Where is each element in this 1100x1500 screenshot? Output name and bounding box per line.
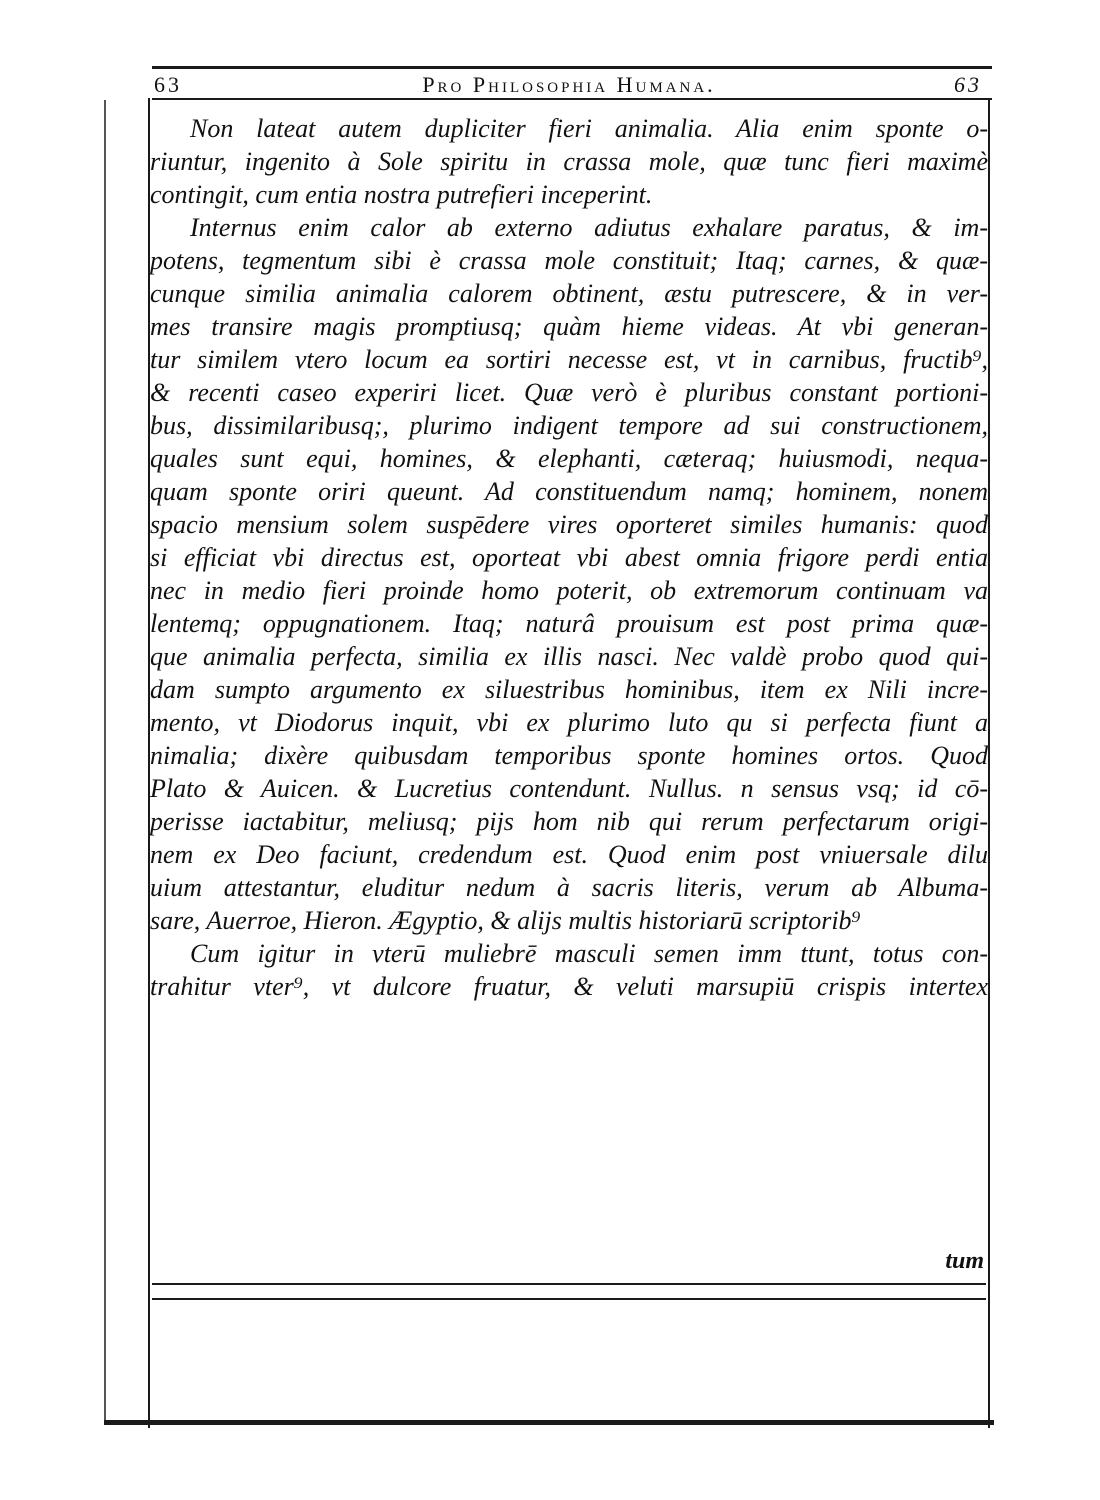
catchword: tum: [945, 1248, 984, 1274]
text-line: cunque similia animalia calorem obtinent, æstu putrescere, & in ver-: [150, 279, 988, 308]
text-line: mento, vt Diodorus inquit, vbi ex plurimo luto qu si perfecta fiunt a: [150, 708, 988, 737]
right-frame-rule: [988, 98, 990, 1428]
top-rule: [152, 66, 992, 69]
text-line: mes transire magis promptiusq; quàm hieme videas. At vbi generan-: [150, 312, 988, 341]
text-line: spacio mensium solem suspēdere vires oporteret similes humanis: quod: [150, 510, 988, 539]
text-line: & recenti caseo experiri licet. Quæ verò è pluribus constant portioni-: [150, 378, 988, 407]
footer-rule-upper: [152, 1283, 986, 1285]
text-line: Cum igitur in vterū muliebrē masculi semen imm ttunt, totus con-: [190, 939, 988, 968]
text-line: riuntur, ingenito à Sole spiritu in crassa mole, quæ tunc fieri maximè: [150, 147, 988, 176]
text-line: contingit, cum entia nostra putrefieri inceperint.: [150, 180, 653, 209]
header-rule: [152, 98, 992, 100]
page-number-left: 63: [154, 72, 182, 97]
text-line: potens, tegmentum sibi è crassa mole constituit; Itaq; carnes, & quæ-: [150, 246, 988, 275]
running-head: [152, 70, 986, 98]
text-line: sare, Auerroe, Hieron. Ægyptio, & alijs multis historiarū scriptorib⁹: [150, 906, 861, 935]
text-line: si efficiat vbi directus est, oporteat vbi abest omnia frigore perdi entia: [150, 543, 988, 572]
text-line: uium attestantur, eluditur nedum à sacris literis, verum ab Albuma-: [150, 873, 988, 902]
text-line: Internus enim calor ab externo adiutus exhalare paratus, & im-: [190, 213, 988, 242]
text-line: nem ex Deo faciunt, credendum est. Quod enim post vniuersale dilu: [150, 840, 988, 869]
running-title: Pro Philosophia Humana.: [422, 72, 716, 97]
text-line: Plato & Auicen. & Lucretius contendunt. Nullus. n sensus vsq; id cō-: [150, 774, 988, 803]
text-line: perisse iactabitur, meliusq; pijs hom nib qui rerum perfectarum origi-: [150, 807, 988, 836]
text-line: nimalia; dixère quibusdam temporibus sponte homines ortos. Quod: [150, 741, 988, 770]
body-text: [150, 112, 988, 1003]
bottom-rule: [104, 1420, 994, 1425]
text-line: que animalia perfecta, similia ex illis nasci. Nec valdè probo quod qui-: [150, 642, 988, 671]
text-line: trahitur vter⁹, vt dulcore fruatur, & veluti marsupiū crispis intertex: [150, 972, 988, 1001]
text-line: nec in medio fieri proinde homo poterit, ob extremorum continuam va: [150, 576, 988, 605]
text-line: dam sumpto argumento ex siluestribus hominibus, item ex Nili incre-: [150, 675, 988, 704]
text-line: lentemq; oppugnationem. Itaq; naturâ prouisum est post prima quæ-: [150, 609, 988, 638]
outer-left-rule: [104, 100, 106, 1422]
footer-rule-lower: [152, 1298, 986, 1300]
page-number-right: 63: [954, 72, 982, 97]
text-line: quales sunt equi, homines, & elephanti, cæteraq; huiusmodi, nequa-: [150, 444, 988, 473]
text-line: bus, dissimilaribusq;, plurimo indigent tempore ad sui constructionem,: [150, 411, 988, 440]
text-line: tur similem vtero locum ea sortiri necesse est, vt in carnibus, fructib⁹,: [150, 345, 988, 374]
text-line: quam sponte oriri queunt. Ad constituendum namq; hominem, nonem: [150, 477, 988, 506]
text-line: Non lateat autem dupliciter fieri animalia. Alia enim sponte o-: [190, 114, 988, 143]
